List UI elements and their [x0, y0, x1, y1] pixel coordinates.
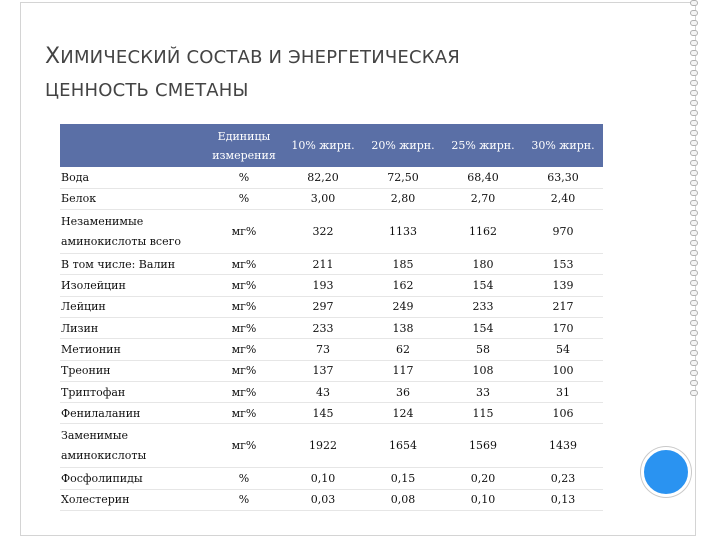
row-name: Вода — [60, 167, 205, 188]
row-value-fat-10: 0,03 — [283, 489, 363, 510]
binder-ring — [690, 130, 698, 136]
binder-ring — [690, 380, 698, 386]
row-value-fat-10: 297 — [283, 296, 363, 317]
row-value-fat-10: 0,10 — [283, 468, 363, 489]
binder-ring — [690, 240, 698, 246]
row-unit: мг% — [205, 424, 283, 468]
row-name: Незаменимые аминокислоты всего — [60, 210, 205, 254]
binder-ring — [690, 150, 698, 156]
binder-ring — [690, 290, 698, 296]
decorative-circle — [641, 447, 691, 497]
row-value-fat-10: 233 — [283, 317, 363, 338]
binder-ring — [690, 220, 698, 226]
row-value-fat-30: 54 — [523, 339, 603, 360]
row-value-fat-30: 63,30 — [523, 167, 603, 188]
row-name: Лейцин — [60, 296, 205, 317]
row-value-fat-25: 115 — [443, 403, 523, 424]
binder-ring — [690, 310, 698, 316]
binder-ring — [690, 90, 698, 96]
title-line-2: ЦЕННОСТЬ СМЕТАНЫ — [45, 80, 249, 101]
row-name: Изолейцин — [60, 275, 205, 296]
row-unit: % — [205, 188, 283, 209]
binder-ring — [690, 300, 698, 306]
row-value-fat-25: 58 — [443, 339, 523, 360]
row-value-fat-20: 1654 — [363, 424, 443, 468]
row-value-fat-25: 154 — [443, 317, 523, 338]
table-row — [60, 424, 603, 468]
binder-ring — [690, 30, 698, 36]
row-value-fat-10: 43 — [283, 381, 363, 402]
row-value-fat-20: 1133 — [363, 210, 443, 254]
binder-ring — [690, 340, 698, 346]
binder-ring — [690, 200, 698, 206]
binder-ring — [690, 270, 698, 276]
row-unit: мг% — [205, 339, 283, 360]
table-row — [60, 381, 603, 402]
row-name: Метионин — [60, 339, 205, 360]
row-value-fat-30: 0,13 — [523, 489, 603, 510]
header-fat-10: 10% жирн. — [283, 124, 363, 167]
row-unit: % — [205, 167, 283, 188]
binder-ring — [690, 110, 698, 116]
binder-ring — [690, 180, 698, 186]
binder-ring — [690, 390, 698, 396]
binder-ring — [690, 350, 698, 356]
row-value-fat-25: 1162 — [443, 210, 523, 254]
binder-ring — [690, 70, 698, 76]
row-value-fat-10: 193 — [283, 275, 363, 296]
row-value-fat-25: 1569 — [443, 424, 523, 468]
binder-ring — [690, 20, 698, 26]
row-value-fat-10: 145 — [283, 403, 363, 424]
row-value-fat-30: 970 — [523, 210, 603, 254]
binder-ring — [690, 160, 698, 166]
row-value-fat-20: 138 — [363, 317, 443, 338]
row-value-fat-20: 185 — [363, 254, 443, 275]
row-value-fat-25: 2,70 — [443, 188, 523, 209]
table-row — [60, 403, 603, 424]
row-unit: % — [205, 489, 283, 510]
binder-ring — [690, 80, 698, 86]
row-value-fat-30: 217 — [523, 296, 603, 317]
row-value-fat-25: 180 — [443, 254, 523, 275]
row-name: В том числе: Валин — [60, 254, 205, 275]
table-row — [60, 254, 603, 275]
binder-ring — [690, 100, 698, 106]
row-value-fat-30: 139 — [523, 275, 603, 296]
row-unit: мг% — [205, 275, 283, 296]
binder-ring — [690, 190, 698, 196]
binder-ring — [690, 50, 698, 56]
row-value-fat-10: 211 — [283, 254, 363, 275]
row-name: Фосфолипиды — [60, 468, 205, 489]
row-value-fat-20: 117 — [363, 360, 443, 381]
row-name: Треонин — [60, 360, 205, 381]
row-value-fat-25: 0,20 — [443, 468, 523, 489]
binder-ring — [690, 170, 698, 176]
header-fat-30: 30% жирн. — [523, 124, 603, 167]
row-value-fat-30: 1439 — [523, 424, 603, 468]
table-row — [60, 296, 603, 317]
binder-ring — [690, 370, 698, 376]
table-row — [60, 167, 603, 188]
row-value-fat-20: 162 — [363, 275, 443, 296]
binder-ring — [690, 360, 698, 366]
row-value-fat-20: 124 — [363, 403, 443, 424]
header-units: Единицы измерения — [205, 124, 283, 167]
row-value-fat-25: 68,40 — [443, 167, 523, 188]
row-unit: мг% — [205, 254, 283, 275]
binder-ring — [690, 280, 698, 286]
binder-ring — [690, 330, 698, 336]
binder-ring — [690, 40, 698, 46]
row-name: Лизин — [60, 317, 205, 338]
row-value-fat-10: 82,20 — [283, 167, 363, 188]
binder-ring — [690, 250, 698, 256]
row-unit: мг% — [205, 317, 283, 338]
row-unit: мг% — [205, 296, 283, 317]
table-row — [60, 339, 603, 360]
row-value-fat-20: 2,80 — [363, 188, 443, 209]
binder-ring — [690, 210, 698, 216]
table-row — [60, 360, 603, 381]
binder-ring — [690, 0, 698, 6]
row-name: Фенилаланин — [60, 403, 205, 424]
row-name: Холестерин — [60, 489, 205, 510]
row-value-fat-25: 0,10 — [443, 489, 523, 510]
row-name: Триптофан — [60, 381, 205, 402]
slide-title — [45, 40, 645, 107]
row-value-fat-20: 62 — [363, 339, 443, 360]
binder-rings — [688, 0, 700, 440]
row-value-fat-10: 3,00 — [283, 188, 363, 209]
table-row — [60, 275, 603, 296]
binder-ring — [690, 320, 698, 326]
row-value-fat-20: 0,08 — [363, 489, 443, 510]
row-value-fat-30: 2,40 — [523, 188, 603, 209]
table-row — [60, 188, 603, 209]
binder-ring — [690, 120, 698, 126]
row-value-fat-30: 106 — [523, 403, 603, 424]
row-unit: мг% — [205, 381, 283, 402]
row-value-fat-30: 31 — [523, 381, 603, 402]
row-value-fat-30: 0,23 — [523, 468, 603, 489]
binder-ring — [690, 10, 698, 16]
row-unit: мг% — [205, 360, 283, 381]
row-name: Белок — [60, 188, 205, 209]
row-unit: мг% — [205, 210, 283, 254]
table-row — [60, 489, 603, 510]
row-value-fat-30: 170 — [523, 317, 603, 338]
row-value-fat-10: 1922 — [283, 424, 363, 468]
row-name: Заменимые аминокислоты — [60, 424, 205, 468]
header-fat-20: 20% жирн. — [363, 124, 443, 167]
row-value-fat-10: 73 — [283, 339, 363, 360]
row-value-fat-20: 0,15 — [363, 468, 443, 489]
composition-table — [60, 124, 603, 511]
table-row — [60, 317, 603, 338]
table-header-row — [60, 124, 603, 167]
table-row — [60, 468, 603, 489]
row-value-fat-25: 33 — [443, 381, 523, 402]
table-row — [60, 210, 603, 254]
binder-ring — [690, 260, 698, 266]
row-value-fat-30: 153 — [523, 254, 603, 275]
row-unit: % — [205, 468, 283, 489]
binder-ring — [690, 140, 698, 146]
row-value-fat-10: 322 — [283, 210, 363, 254]
row-value-fat-20: 72,50 — [363, 167, 443, 188]
row-value-fat-30: 100 — [523, 360, 603, 381]
row-value-fat-20: 249 — [363, 296, 443, 317]
row-unit: мг% — [205, 403, 283, 424]
row-value-fat-25: 154 — [443, 275, 523, 296]
binder-ring — [690, 230, 698, 236]
row-value-fat-20: 36 — [363, 381, 443, 402]
row-value-fat-25: 108 — [443, 360, 523, 381]
row-value-fat-10: 137 — [283, 360, 363, 381]
header-empty-cell — [60, 124, 205, 167]
row-value-fat-25: 233 — [443, 296, 523, 317]
header-fat-25: 25% жирн. — [443, 124, 523, 167]
binder-ring — [690, 60, 698, 66]
title-line-1: ХИМИЧЕСКИЙ СОСТАВ И ЭНЕРГЕТИЧЕСКАЯ — [45, 44, 460, 69]
